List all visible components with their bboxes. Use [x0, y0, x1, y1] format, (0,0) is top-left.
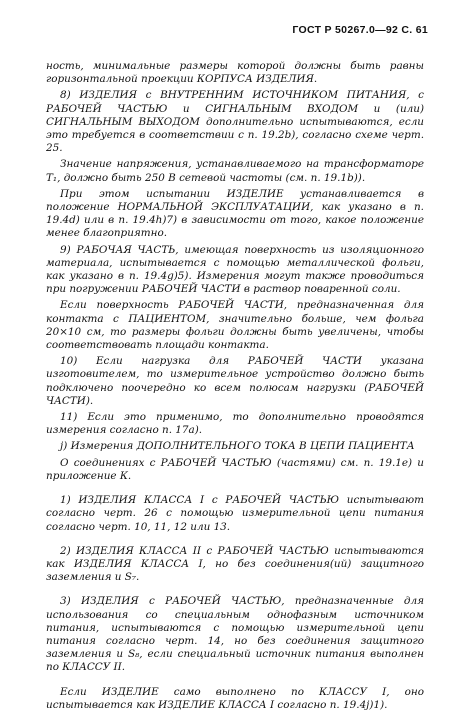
document-body: [46, 60, 424, 715]
paragraph-item-11: 11) Если это применимо, то дополнительно проводятся измерения согласно п. 17а).: [46, 411, 424, 437]
section-heading-j: j) Измерения ДОПОЛНИТЕЛЬНОГО ТОКА В ЦЕПИ ПАЦИЕНТА: [60, 440, 415, 453]
paragraph-class-1: 1) ИЗДЕЛИЯ КЛАССА I с РАБОЧЕЙ ЧАСТЬЮ испытывают согласно черт. 26 с помощью измерительной цепи питания согласно черт. 10, 11, 12 или 13.: [46, 494, 424, 533]
paragraph-foil-note: Если поверхность РАБОЧЕЙ ЧАСТИ, предназначенная для контакта с ПАЦИЕНТОМ, значительно больше, чем фольга 20×10 см, то размеры фольги должны быть увеличены, чтобы соответствовать площади контакта.: [46, 299, 424, 352]
paragraph-class-1-note: Если ИЗДЕЛИЕ само выполнено по КЛАССУ I, оно испытывается как ИЗДЕЛИЕ КЛАССА I согласно п. 19.4j)1).: [46, 685, 424, 711]
paragraph-continuation: ность, минимальные размеры которой должны быть равны горизонтальной проекции КОРПУСА ИЗДЕЛИЯ.: [46, 60, 424, 86]
paragraph-item-9: 9) РАБОЧАЯ ЧАСТЬ, имеющая поверхность из изоляционного материала, испытывается с помощью металлической фольги, как указано в п. 19.4g)5). Измерения могут также проводиться при погружении РАБОЧЕЙ ЧАСТИ в раствор поваренной соли.: [46, 243, 424, 296]
paragraph-connections-note: О соединениях с РАБОЧЕЙ ЧАСТЬЮ (частями) см. п. 19.1е) и приложение К.: [46, 456, 424, 482]
paragraph-voltage-note: Значение напряжения, устанавливаемого на трансформаторе T₁, должно быть 250 В сетевой частоты (см. п. 19.1b)).: [46, 158, 424, 184]
paragraph-position-note: При этом испытании ИЗДЕЛИЕ устанавливается в положение НОРМАЛЬНОЙ ЭКСПЛУАТАЦИИ, как указано в п. 19.4d) или в п. 19.4h)7) в зависимости от того, какое положение менее благоприятно.: [46, 187, 424, 240]
paragraph-special-supply: 3) ИЗДЕЛИЯ с РАБОЧЕЙ ЧАСТЬЮ, предназначенные для использования со специальным однофазным источником питания, испытываются с помощью измерительной цепи питания согласно черт. 14, но без соединения защитного заземления и S₈, если специальный источник питания выполнен по КЛАССУ II.: [46, 595, 424, 674]
paragraph-class-2: 2) ИЗДЕЛИЯ КЛАССА II с РАБОЧЕЙ ЧАСТЬЮ испытываются как ИЗДЕЛИЯ КЛАССА I, но без соединения(ий) защитного заземления и S₇.: [46, 544, 424, 584]
paragraph-item-8: 8) ИЗДЕЛИЯ с ВНУТРЕННИМ ИСТОЧНИКОМ ПИТАНИЯ, с РАБОЧЕЙ ЧАСТЬЮ и СИГНАЛЬНЫМ ВХОДОМ и (или) СИГНАЛЬНЫМ ВЫХОДОМ дополнительно испытываются, если это требуется в соответствии с п. 19.2b), согласно схеме черт. 25.: [46, 89, 424, 155]
page-header: ГОСТ Р 50267.0—92 С. 61: [292, 24, 428, 36]
paragraph-item-10: 10) Если нагрузка для РАБОЧЕЙ ЧАСТИ указана изготовителем, то измерительное устройство должно быть подключено поочередно ко всем полюсам нагрузки (РАБОЧЕЙ ЧАСТИ).: [46, 355, 424, 407]
